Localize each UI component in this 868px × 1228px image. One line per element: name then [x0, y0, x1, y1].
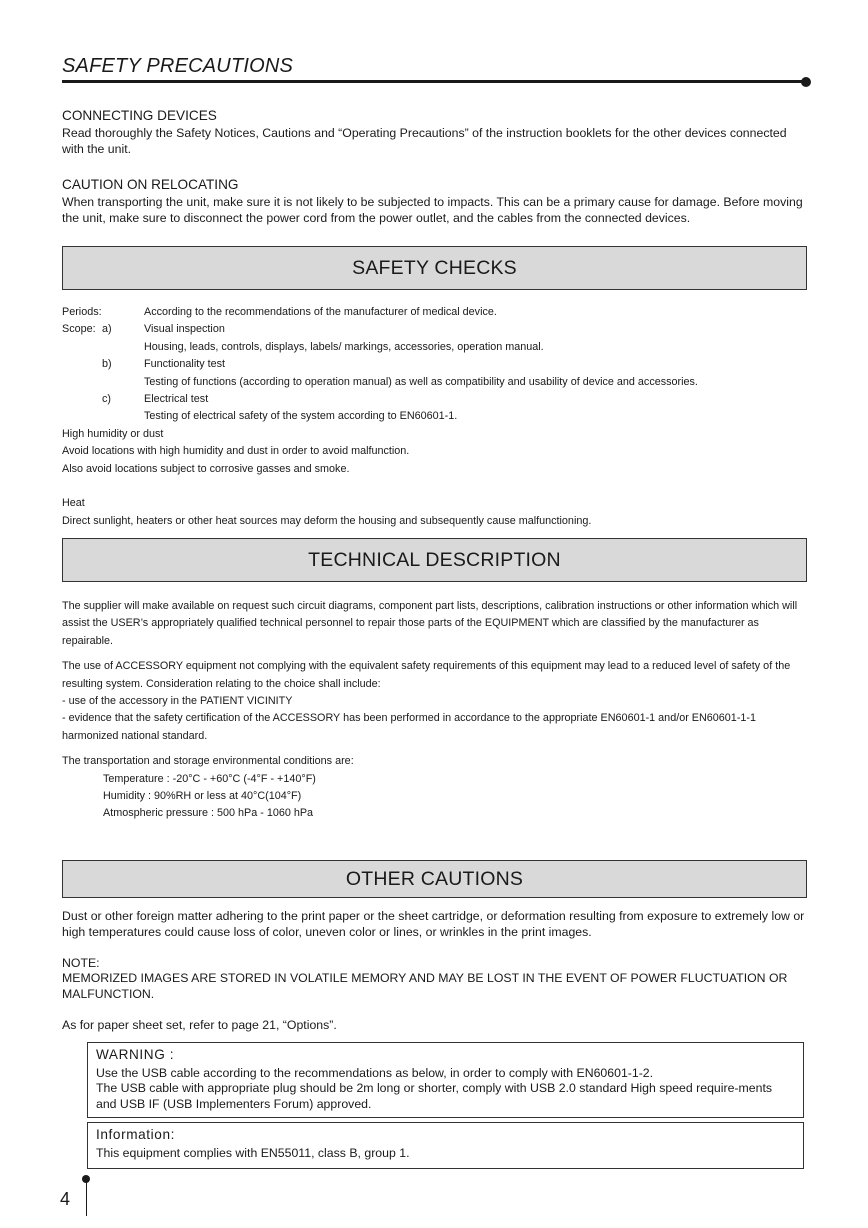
other-cautions-title-box: OTHER CAUTIONS — [62, 860, 807, 898]
heat-heading: Heat — [62, 497, 85, 510]
scope-label: Scope: — [62, 323, 96, 336]
page-number: 4 — [60, 1189, 71, 1209]
warning-box — [87, 1042, 804, 1118]
connecting-devices-text: Read thoroughly the Safety Notices, Cautions and “Operating Precautions” of the instruction booklets for the other devices connected with the unit. — [62, 126, 787, 156]
condition-temperature: Temperature : -20°C - +60°C (-4°F - +140°F) — [103, 772, 316, 785]
warning-line-1: Use the USB cable according to the recommendations as below, in order to comply with EN60601-1-2. — [96, 1065, 654, 1080]
warning-label: WARNING : — [96, 1047, 175, 1062]
periods-row — [62, 304, 807, 321]
condition-pressure: Atmospheric pressure : 500 hPa - 1060 hPa — [103, 807, 314, 820]
page-title: SAFETY PRECAUTIONS — [62, 55, 294, 77]
scope-item-title: Electrical test — [144, 393, 209, 406]
technical-description-title-box: TECHNICAL DESCRIPTION — [62, 538, 807, 582]
technical-para-2-intro: The use of ACCESSORY equipment not complying with the equivalent safety requirements of this equipment may lead to a reduced level of safety of the resulting system. Consideration relating to the choice shall include: — [62, 660, 791, 690]
scope-item-letter: c) — [102, 393, 111, 406]
scope-item-detail: Housing, leads, controls, displays, labels/ markings, accessories, operation manual. — [144, 340, 544, 353]
humidity-line-1: Avoid locations with high humidity and dust in order to avoid malfunction. — [62, 445, 410, 458]
connecting-devices-heading: CONNECTING DEVICES — [62, 108, 217, 123]
humidity-heading: High humidity or dust — [62, 427, 164, 440]
other-cautions-body — [62, 909, 807, 1034]
technical-para-1: The supplier will make available on request such circuit diagrams, component part lists, descriptions, calibration instructions or other information which will assist the USER’s appropriately qualified technical personnel to repair those parts of the EQUIPMENT which are classified by the manufacturer as repairable. — [62, 600, 798, 647]
conditions-intro: The transportation and storage environmental conditions are: — [62, 755, 354, 768]
information-box — [87, 1122, 804, 1169]
safety-checks-title-box: SAFETY CHECKS — [62, 246, 807, 290]
technical-para-2-item-2: - evidence that the safety certification of the ACCESSORY has been performed in accordance to the appropriate EN60601-1 and/or EN60601-1-1 harmonized national standard. — [62, 712, 757, 742]
periods-label: Periods: — [62, 306, 102, 318]
title-rule — [62, 80, 804, 83]
note-label: NOTE: — [62, 955, 100, 970]
information-text: This equipment complies with EN55011, class B, group 1. — [96, 1145, 410, 1160]
relocating-section — [62, 177, 807, 226]
safety-checks-body — [62, 304, 807, 530]
humidity-line-2: Also avoid locations subject to corrosive gasses and smoke. — [62, 462, 350, 475]
paper-reference: As for paper sheet set, refer to page 21, “Options”. — [62, 1018, 337, 1033]
scope-row-b — [62, 356, 807, 373]
scope-item-title: Functionality test — [144, 358, 226, 371]
warning-line-2: The USB cable with appropriate plug should be 2m long or shorter, comply with USB 2.0 standard High speed require-ments and USB IF (USB Implementers Forum) approved. — [96, 1081, 773, 1111]
other-cautions-para-1: Dust or other foreign matter adhering to the print paper or the sheet cartridge, or deformation resulting from exposure to extremely low or high temperatures could cause loss of color, uneven color or lines, or wrinkles in the print images. — [62, 909, 805, 939]
condition-humidity: Humidity : 90%RH or less at 40°C(104°F) — [103, 790, 302, 803]
connecting-devices-section — [62, 108, 807, 157]
information-label: Information: — [96, 1127, 175, 1142]
title-rule-dot — [801, 77, 811, 87]
periods-text: According to the recommendations of the manufacturer of medical device. — [144, 306, 497, 318]
scope-item-letter: b) — [102, 358, 112, 371]
relocating-heading: CAUTION ON RELOCATING — [62, 177, 239, 192]
scope-item-letter: a) — [102, 323, 112, 336]
scope-row-c — [62, 391, 807, 408]
scope-item-detail: Testing of electrical safety of the system according to EN60601-1. — [144, 410, 458, 423]
note-text: MEMORIZED IMAGES ARE STORED IN VOLATILE MEMORY AND MAY BE LOST IN THE EVENT OF POWER FLUCTUATION OR MALFUNCTION. — [62, 971, 788, 1001]
technical-description-body — [62, 598, 807, 823]
heat-text: Direct sunlight, heaters or other heat sources may deform the housing and subsequently cause malfunctioning. — [62, 514, 592, 527]
relocating-text: When transporting the unit, make sure it is not likely to be subjected to impacts. This can be a primary cause for damage. Before moving the unit, make sure to disconnect the power cord from the power outlet, and the cables from the connected devices. — [62, 195, 803, 225]
scope-item-title: Visual inspection — [144, 323, 225, 336]
scope-row-a — [62, 321, 807, 338]
footer-rule — [86, 1180, 87, 1216]
scope-item-detail: Testing of functions (according to operation manual) as well as compatibility and usability of device and accessories. — [144, 375, 698, 388]
technical-para-2-item-1: - use of the accessory in the PATIENT VICINITY — [62, 695, 293, 708]
